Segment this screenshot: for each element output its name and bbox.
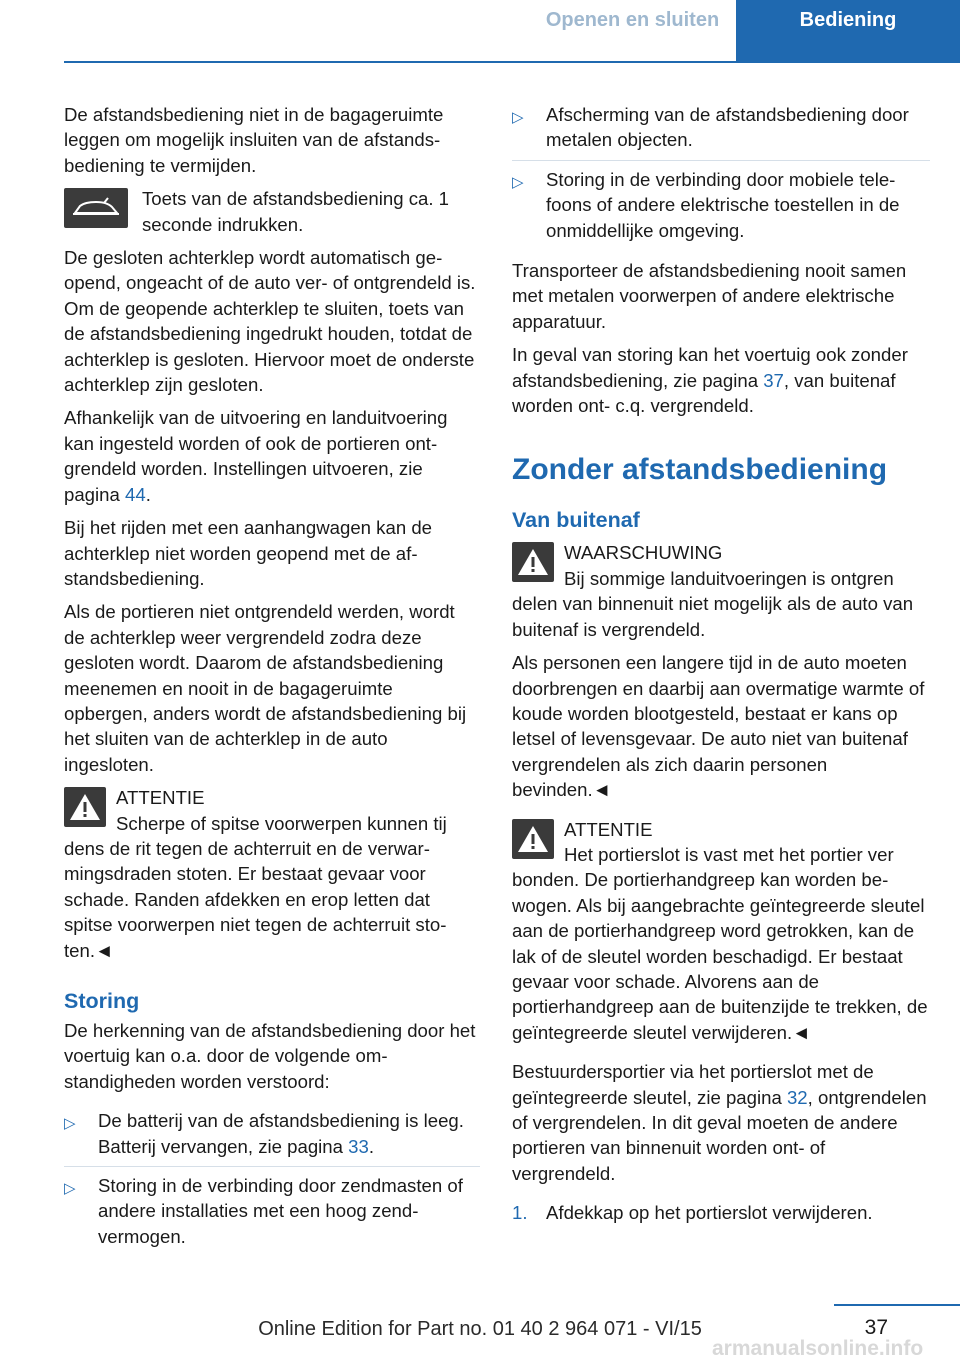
note-label: ATTENTIE bbox=[564, 818, 653, 840]
page-number: 37 bbox=[864, 1316, 888, 1339]
paragraph-text: , van buitenaf worden ont- c.q. vergrendeld. bbox=[512, 369, 896, 417]
step-number: 1. bbox=[512, 1202, 528, 1224]
page-link-44[interactable]: 44 bbox=[125, 483, 146, 505]
note-label: WAARSCHUWING bbox=[564, 542, 723, 564]
note-text: Het portierslot is vast met het portier ver bbox=[564, 843, 894, 865]
note-text: dens de rit tegen de achterruit en de verwarmingsdraden stoten. Er bestaat gevaar voor schade. Randen afdekken en erop letten dat spitse voorwerpen niet tegen de achterruit stoten.◄ bbox=[64, 837, 447, 961]
warning-triangle-icon bbox=[64, 787, 106, 827]
left-column bbox=[64, 102, 480, 1264]
list-item-text: Afscherming van de afstandsbediening door metalen objecten. bbox=[546, 104, 909, 151]
list-item bbox=[64, 1167, 480, 1256]
note-text: Scherpe of spitse voorwerpen kunnen tij bbox=[116, 812, 447, 834]
edition-footer: Online Edition for Part no. 01 40 2 964 071 - VI/15 bbox=[258, 1318, 702, 1340]
header-divider bbox=[64, 61, 960, 63]
right-column bbox=[512, 102, 930, 1233]
page-header bbox=[0, 0, 960, 64]
section-tab-openen-en-sluiten[interactable]: Openen en sluiten bbox=[545, 8, 720, 31]
triangle-bullet-icon: ▷ bbox=[64, 1180, 76, 1198]
paragraph bbox=[512, 342, 930, 418]
paragraph-text: Afhankelijk van de uitvoering en landuitvoering kan ingesteld worden of ook de portieren ontgrendeld worden. Instellingen uitvoeren, zie pagina bbox=[64, 407, 448, 505]
section-title-storing: Storing bbox=[64, 989, 140, 1013]
section-tab-bediening[interactable]: Bediening bbox=[736, 0, 960, 62]
list-item bbox=[512, 102, 930, 161]
chapter-title: Zonder afstandsbediening bbox=[512, 453, 888, 487]
footer-divider bbox=[834, 1304, 960, 1306]
note-text: delen van binnenuit niet mogelijk als de auto van buitenaf is vergrendeld. bbox=[512, 593, 914, 640]
triangle-bullet-icon: ▷ bbox=[512, 173, 524, 191]
paragraph-text: Bestuurdersportier via het portierslot met de geïntegreerde sleutel, zie pagina bbox=[512, 1061, 874, 1108]
list-item-text: Storing in de verbinding door mobiele telefoons of andere elektrische toestellen in de onmiddellijke omgeving. bbox=[546, 168, 900, 241]
watermark: armanualsonline.info bbox=[712, 1337, 924, 1360]
paragraph bbox=[64, 405, 480, 507]
triangle-bullet-icon: ▷ bbox=[512, 109, 524, 126]
disturbance-list bbox=[64, 1102, 480, 1256]
steps-list bbox=[512, 1194, 930, 1232]
paragraph: De herkenning van de afstandsbediening door het voertuig kan o.a. door de volgende omstandigheden worden verstoord: bbox=[64, 1020, 476, 1092]
attention-note bbox=[64, 785, 480, 963]
note-label: ATTENTIE bbox=[116, 787, 205, 809]
paragraph-text: . bbox=[145, 483, 151, 505]
warning-triangle-icon bbox=[512, 542, 554, 582]
list-item bbox=[512, 1194, 930, 1232]
paragraph: Als personen een langere tijd in de auto moeten doorbrengen en daarbij aan overmatige warmte of koude worden blootgesteld, bestaat er kans op letsel of levensgevaar. De auto niet van buitenaf vergrendelen als zich daarin personen bevinden.◄ bbox=[512, 652, 925, 801]
list-item bbox=[64, 1102, 480, 1167]
warning-note bbox=[512, 540, 930, 642]
note-text: Bij sommige landuitvoeringen is ontgren bbox=[564, 567, 894, 589]
attention-note bbox=[512, 817, 930, 1046]
paragraph: Bij het rijden met een aanhangwagen kan de achterklep niet worden geopend met de afstandsbediening. bbox=[64, 517, 433, 589]
key-instruction-text: Toets van de afstandsbediening ca. 1 seconde indrukken. bbox=[142, 188, 450, 235]
page-link-32[interactable]: 32 bbox=[786, 1086, 808, 1108]
list-item-text: De batterij van de afstandsbediening is leeg. Batterij vervangen, zie pagina bbox=[98, 1110, 464, 1157]
triangle-bullet-icon: ▷ bbox=[64, 1115, 76, 1133]
disturbance-list-continued bbox=[512, 102, 930, 250]
paragraph: Als de portieren niet ontgrendeld werden, wordt de achterklep weer vergrendeld zodra deze gesloten wordt. Daarom de afstandsbediening meenemen en nooit in de bagageruimte opbergen, anders wordt de afstandsbediening bij het sluiten van de achterklep in de auto ingesloten. bbox=[64, 601, 467, 775]
key-instruction bbox=[64, 186, 480, 237]
section-title-van-buitenaf: Van buitenaf bbox=[512, 508, 640, 533]
paragraph bbox=[512, 1059, 930, 1186]
paragraph: De gesloten achterklep wordt automatisch geopend, ongeacht of de auto ver- of ontgrendeld is. Om de geopende achterklep te sluiten, toets van de afstandsbediening ingedrukt houden, totdat de achterklep is gesloten. Hiervoor moet de onderste achterklep zijn gesloten. bbox=[64, 247, 476, 396]
list-item bbox=[512, 161, 930, 250]
paragraph-text: , ontgrendelen of vergrendelen. In dit geval moeten de andere portieren van binnenuit worden ont- of vergrendeld. bbox=[512, 1086, 927, 1184]
list-item-text: . bbox=[368, 1135, 374, 1157]
list-item-text: Storing in de verbinding door zendmasten of andere installaties met een hoog zendvermogen. bbox=[98, 1175, 463, 1247]
note-text: bonden. De portierhandgreep kan worden bewogen. Als bij aangebrachte geïntegreerde sleutel aan de portierhandgreep word getrokken, kan de lak of de sleutel worden beschadigd. Er bestaat gevaar voor schade. Alvorens aan de portierhandgreep aan de buitenzijde te trekken, de geïntegreerde sleutel verwijderen.◄ bbox=[512, 869, 928, 1043]
page-link-33[interactable]: 33 bbox=[348, 1135, 369, 1157]
paragraph: Transporteer de afstandsbediening nooit samen met metalen voorwerpen of andere elektrische apparatuur. bbox=[512, 260, 907, 332]
paragraph-text: In geval van storing kan het voertuig ook zonder afstandsbediening, zie pagina bbox=[512, 344, 908, 391]
page-link-37[interactable]: 37 bbox=[763, 369, 784, 391]
list-item-text: Afdekkap op het portierslot verwijderen. bbox=[546, 1202, 873, 1224]
warning-triangle-icon bbox=[512, 819, 554, 859]
car-remote-button-icon bbox=[64, 188, 128, 228]
paragraph: De afstandsbediening niet in de bagageruimte leggen om mogelijk insluiten van de afstandsbediening te vermijden. bbox=[64, 104, 444, 176]
